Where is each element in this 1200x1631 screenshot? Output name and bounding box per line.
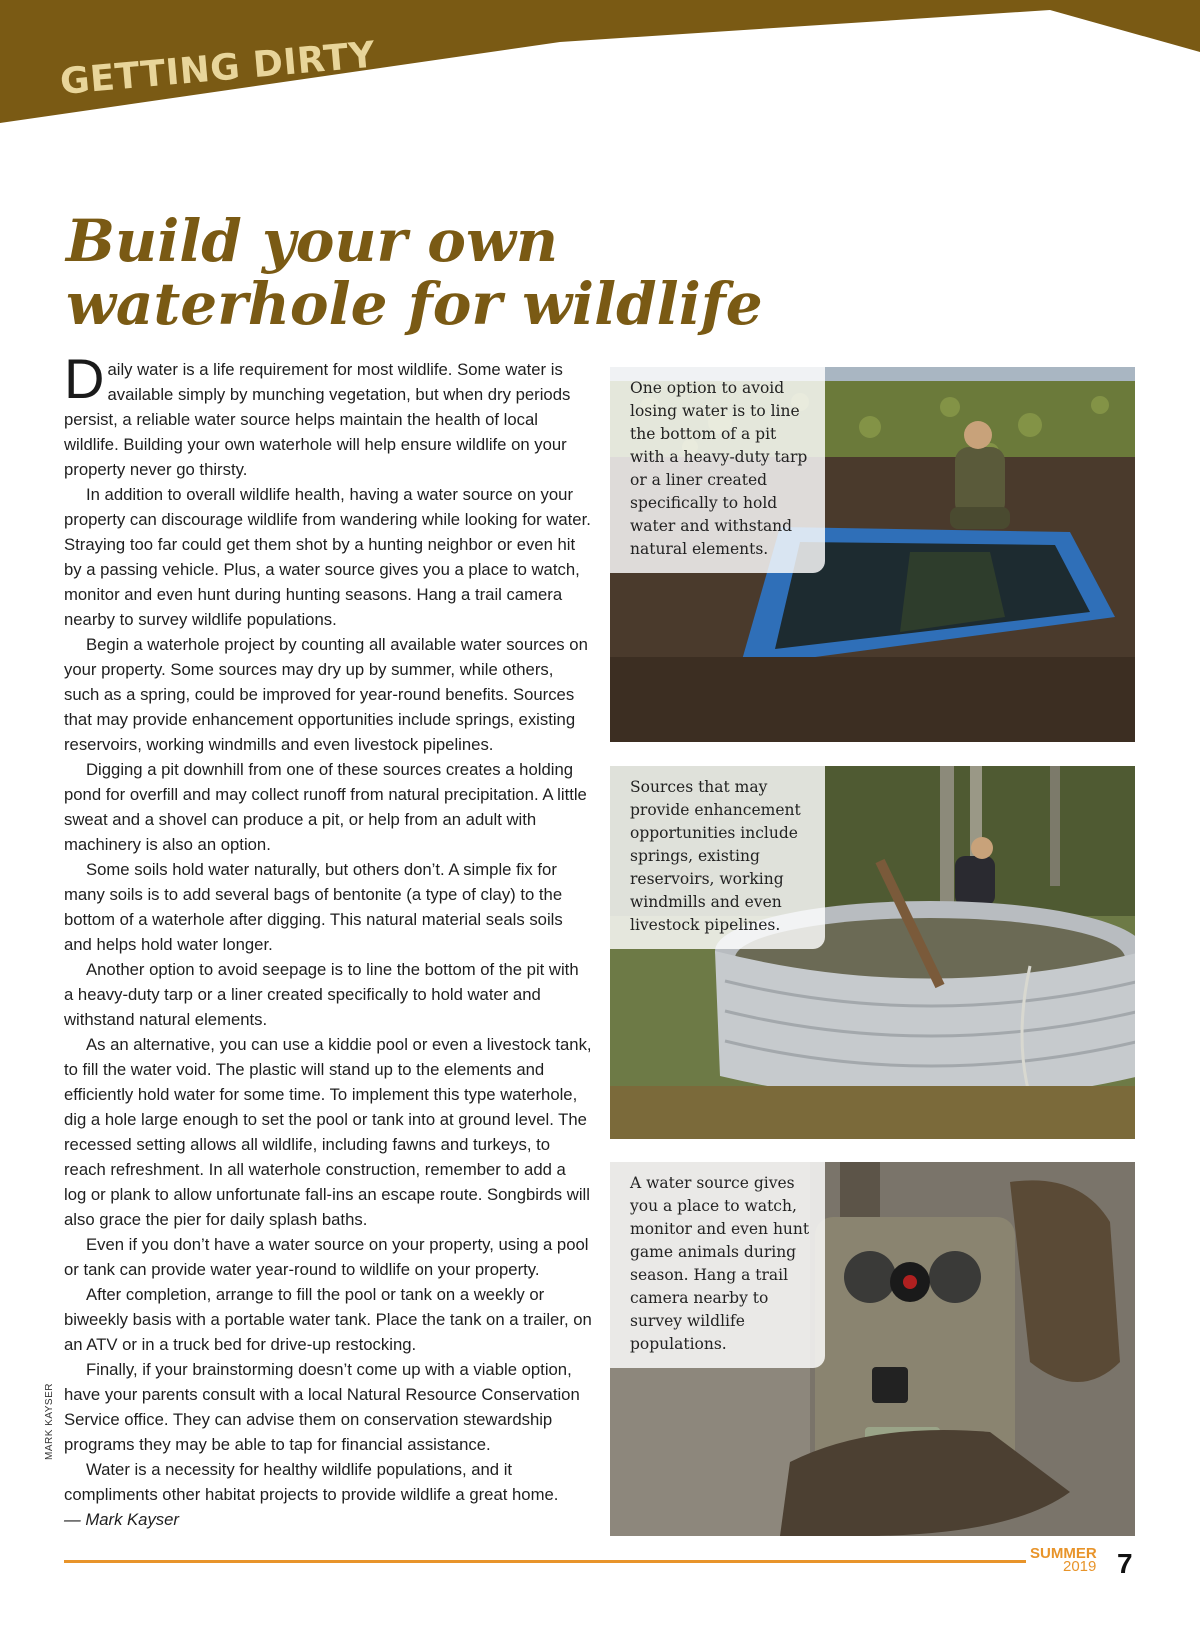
footer-year: 2019: [1063, 1558, 1097, 1575]
article-paragraph: Another option to avoid seepage is to line the bottom of the pit with a heavy-duty tarp or a liner created specifically to hold water and withstand natural elements.: [64, 960, 579, 1029]
article-paragraph: Water is a necessity for healthy wildlife populations, and it compliments other habitat projects to provide wildlife a great home.: [64, 1460, 559, 1504]
article-body: [64, 347, 592, 1532]
drop-cap: D: [64, 347, 105, 410]
article-title: [66, 207, 966, 338]
section-label: GETTING DIRTY: [58, 34, 377, 103]
photo-livestock-tank: [610, 766, 1135, 1139]
article-paragraph: Digging a pit downhill from one of these sources creates a holding pond for overfill and may collect runoff from natural precipitation. A little sweat and a shovel can produce a pit, or help from an adult with machinery is also an option.: [64, 760, 587, 854]
photo-caption: Sources that may provide enhancement opportunities include springs, existing reservoirs, working windmills and even livestock pipelines.: [610, 766, 825, 949]
article-paragraph: Even if you don’t have a water source on your property, using a pool or tank can provide water year-round to wildlife on your property.: [64, 1235, 589, 1279]
footer-season: SUMMER: [1030, 1545, 1097, 1562]
photo-trail-camera: [610, 1162, 1135, 1536]
article-paragraph: Finally, if your brainstorming doesn’t come up with a viable option, have your parents consult with a local Natural Resource Conservation Service office. They can advise them on conservation stewardship programs they may be able to tap for financial assistance.: [64, 1360, 580, 1454]
article-paragraph: After completion, arrange to fill the pool or tank on a weekly or biweekly basis with a portable water tank. Place the tank on a trailer, on an ATV or in a truck bed for drive-up restocking.: [64, 1285, 592, 1354]
article-paragraph: In addition to overall wildlife health, having a water source on your property can discourage wildlife from wandering while looking for water. Straying too far could get them shot by a hunting neighbor or even hit by a passing vehicle. Plus, a water source gives you a place to watch, monitor and even hunt during hunting seasons. Hang a trail camera nearby to survey wildlife populations.: [64, 485, 591, 629]
article-paragraph: Daily water is a life requirement for most wildlife. Some water is available simply by munching vegetation, but when dry periods persist, a reliable water source helps maintain the health of local wildlife. Building your own waterhole will help ensure wildlife on your property never go thirsty.: [64, 347, 571, 479]
page-number: 7: [1117, 1548, 1133, 1579]
footer-rule: [64, 1560, 1026, 1563]
photo-caption: One option to avoid losing water is to line the bottom of a pit with a heavy-duty tarp or a liner created specifically to hold water and withstand natural elements.: [610, 367, 825, 573]
photo-credit: MARK KAYSER: [44, 1383, 55, 1460]
photo-caption: A water source gives you a place to watch, monitor and even hunt game animals during season. Hang a trail camera nearby to survey wildlife populations.: [610, 1162, 825, 1368]
photo-lined-pit: [610, 367, 1135, 742]
article-paragraph: Begin a waterhole project by counting all available water sources on your property. Some sources may dry up by summer, while others, such as a spring, could be improved for year-round benefits. Sources that may provide enhancement opportunities include springs, existing reservoirs, working windmills and even livestock pipelines.: [64, 635, 588, 754]
article-paragraph: Some soils hold water naturally, but others don’t. A simple fix for many soils is to add several bags of bentonite (a type of clay) to the bottom of a waterhole after digging. This natural material seals soils and helps hold water longer.: [64, 860, 563, 954]
article-title-line-1: Build your own: [66, 207, 559, 275]
article-title-line-2: waterhole for wildlife: [66, 270, 763, 338]
author-byline: — Mark Kayser: [64, 1510, 179, 1529]
article-paragraph: As an alternative, you can use a kiddie pool or even a livestock tank, to fill the water void. The plastic will stand up to the elements and efficiently hold water for some time. To implement this type waterhole, dig a hole large enough to set the pool or tank into at ground level. The recessed setting allows all wildlife, including fawns and turkeys, to reach refreshment. In all waterhole construction, remember to add a log or plank to allow unfortunate fall-ins an escape route. Songbirds will also grace the pier for daily splash baths.: [64, 1035, 592, 1229]
